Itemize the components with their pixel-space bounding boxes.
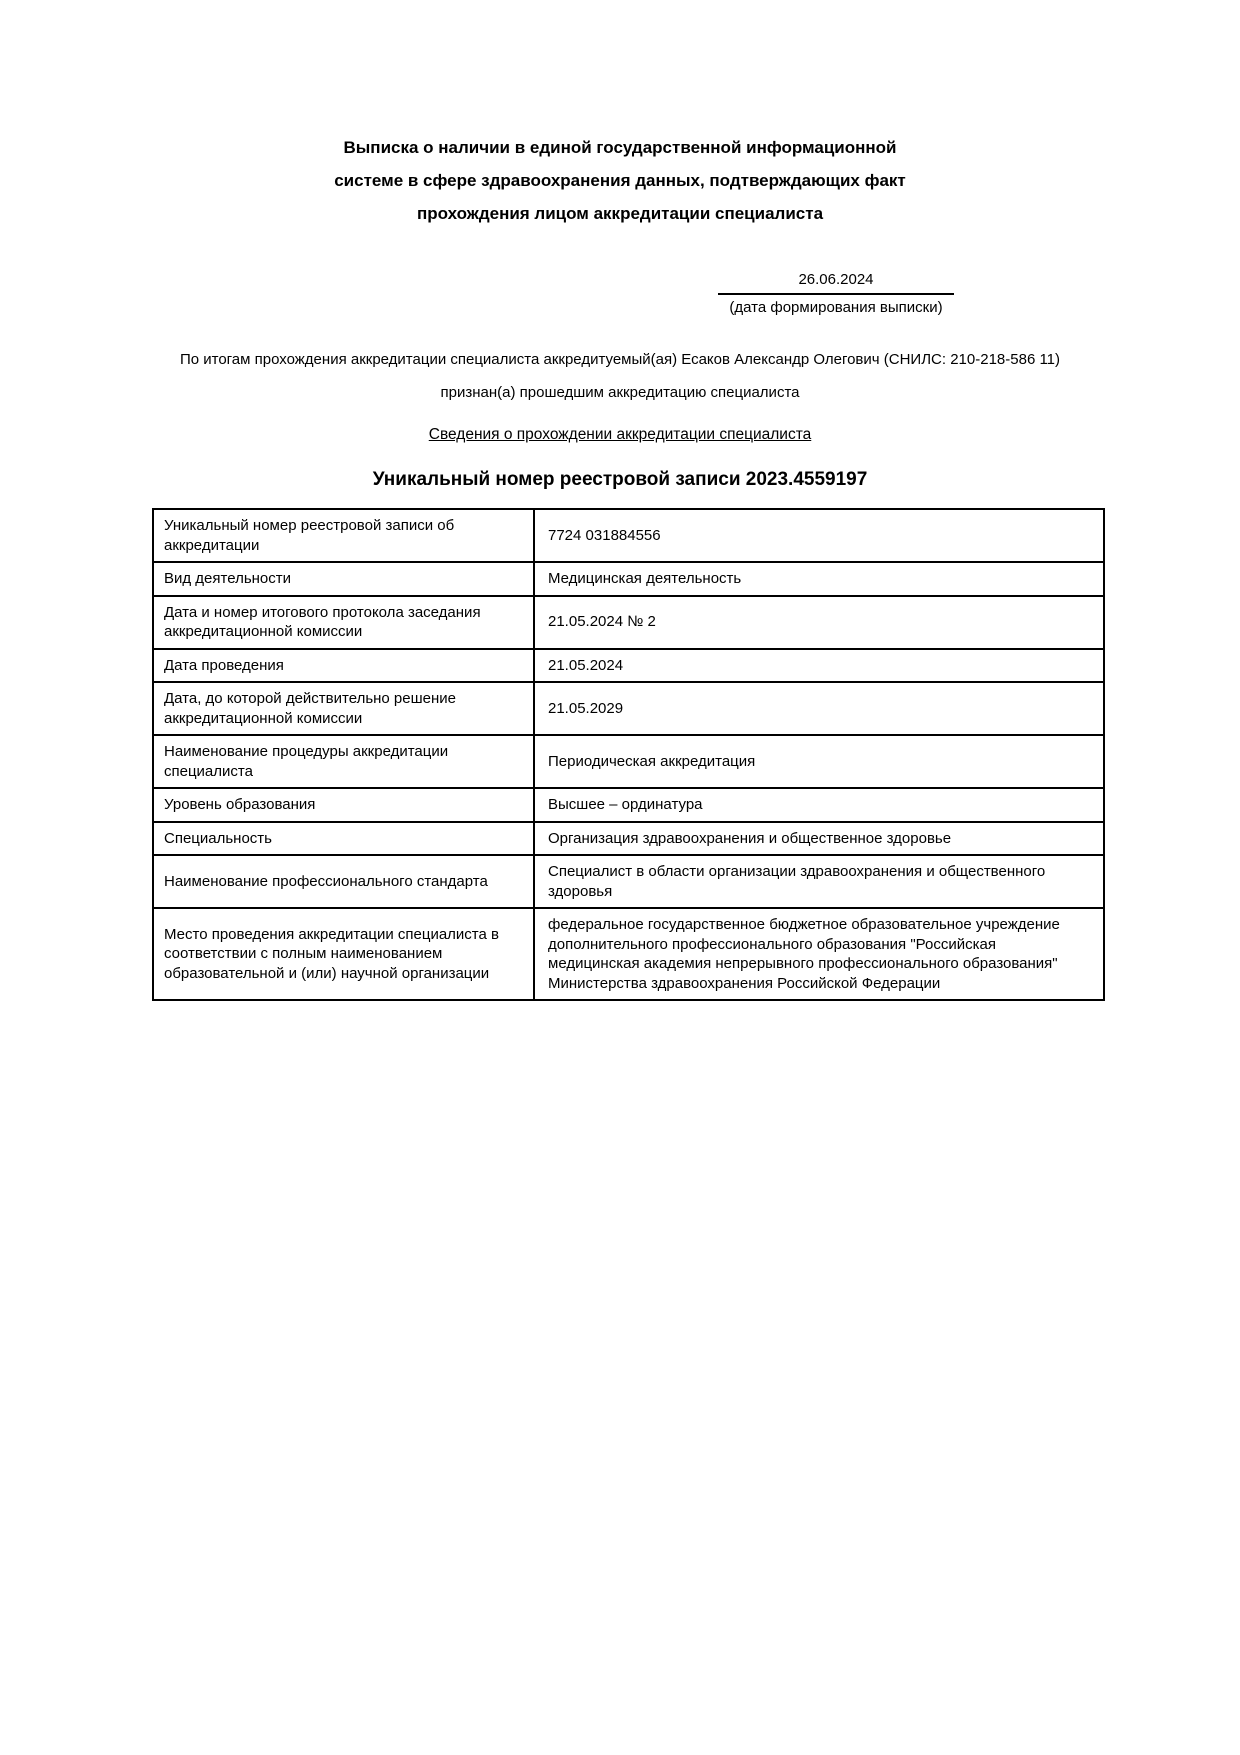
table-row bbox=[153, 562, 1104, 596]
table-row bbox=[153, 788, 1104, 822]
table-row bbox=[153, 822, 1104, 856]
table-row bbox=[153, 855, 1104, 908]
accreditation-result-paragraph: По итогам прохождения аккредитации специалиста аккредитуемый(ая) Есаков Александр Олегович (СНИЛС: 210-218-586 11) признан(а) прошедшим аккредитацию специалиста bbox=[179, 351, 1061, 401]
row-value: 21.05.2024 bbox=[534, 649, 1104, 683]
table-row bbox=[153, 735, 1104, 788]
document-title-line-2: системе в сфере здравоохранения данных, подтверждающих факт bbox=[334, 171, 906, 190]
accreditation-table bbox=[152, 508, 1105, 1001]
table-row bbox=[153, 682, 1104, 735]
formation-date: 26.06.2024 bbox=[718, 270, 954, 295]
document-title-line-1: Выписка о наличии в единой государственной информационной bbox=[343, 138, 897, 157]
row-label: Дата, до которой действительно решение аккредитационной комиссии bbox=[153, 682, 534, 735]
row-label: Наименование профессионального стандарта bbox=[153, 855, 534, 908]
row-value: Организация здравоохранения и общественное здоровье bbox=[534, 822, 1104, 856]
row-label: Уникальный номер реестровой записи об аккредитации bbox=[153, 509, 534, 562]
document-title-line-3: прохождения лицом аккредитации специалиста bbox=[416, 204, 824, 223]
registry-record-heading: Уникальный номер реестровой записи 2023.4559197 bbox=[372, 469, 868, 490]
table-row bbox=[153, 649, 1104, 683]
table-row bbox=[153, 596, 1104, 649]
row-value: Специалист в области организации здравоохранения и общественного здоровья bbox=[534, 855, 1104, 908]
row-value: Высшее – ординатура bbox=[534, 788, 1104, 822]
row-label: Уровень образования bbox=[153, 788, 534, 822]
row-value: федеральное государственное бюджетное образовательное учреждение дополнительного профессионального образования "Российская медицинская академия непрерывного профессионального образования" Министерства здравоохранения Российской Федерации bbox=[534, 908, 1104, 1000]
row-label: Наименование процедуры аккредитации специалиста bbox=[153, 735, 534, 788]
table-row bbox=[153, 509, 1104, 562]
section-heading-text: Сведения о прохождении аккредитации специалиста bbox=[428, 426, 812, 443]
row-label: Место проведения аккредитации специалиста в соответствии с полным наименованием образовательной и (или) научной организации bbox=[153, 908, 534, 1000]
table-row bbox=[153, 908, 1104, 1000]
row-value: 21.05.2029 bbox=[534, 682, 1104, 735]
row-label: Дата проведения bbox=[153, 649, 534, 683]
document-title bbox=[0, 0, 1240, 230]
formation-date-caption: (дата формирования выписки) bbox=[729, 299, 943, 316]
accreditation-table-body bbox=[153, 509, 1104, 1000]
section-heading bbox=[0, 425, 1240, 445]
row-label: Специальность bbox=[153, 822, 534, 856]
row-label: Дата и номер итогового протокола заседания аккредитационной комиссии bbox=[153, 596, 534, 649]
formation-date-block bbox=[718, 270, 954, 317]
row-value: Периодическая аккредитация bbox=[534, 735, 1104, 788]
row-label: Вид деятельности bbox=[153, 562, 534, 596]
row-value: 21.05.2024 № 2 bbox=[534, 596, 1104, 649]
row-value: Медицинская деятельность bbox=[534, 562, 1104, 596]
row-value: 7724 031884556 bbox=[534, 509, 1104, 562]
